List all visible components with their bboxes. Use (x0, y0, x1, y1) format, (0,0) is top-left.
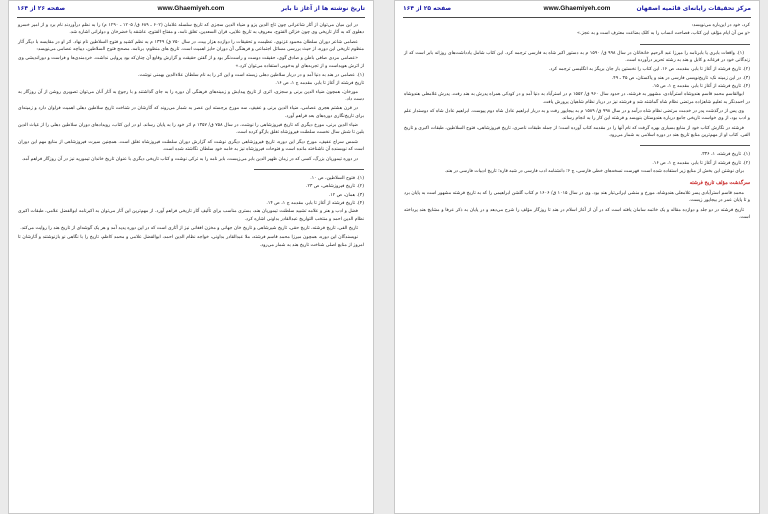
section-subtitle: سرگذشت مؤلف تاریخ فرشته (689, 179, 750, 186)
note-line: (۱). عصامی در هند به دنیا آمد و در دربار سلاطین دهلی زیسته است و این اثر را به نام سلطان علاءالدین بهمنی نوشت. (138, 73, 364, 79)
page-header (403, 1, 751, 18)
header-title: مرکز تحقیقات رایانه‌ای قائمیه اصفهان (636, 5, 751, 12)
footnote: (۲). تاریخ فرشته از آغاز تا بابر، مقدمه، ص ۱۶. این کتاب را نخستین بار جان بریگز به انگلیسی ترجمه کرد. (548, 67, 750, 73)
body-paragraph: ابوالقاسم محمد قاسم هندوشاه استرآبادی، مشهور به فرشته، در حدود سال ۹۶۰ ق/ ۱۵۵۲ م در استرآباد به دنیا آمد و در کودکی همراه پدرش به هند رفت. پدرش غلامعلی هندوشاه در احمدنگر به تعلیم شاهزاده مرتضی نظام شاه گماشته شد و فرشته نیز در دربار نظام شاهیان پرورش یافت. (404, 92, 750, 105)
body-paragraph: مورخان، همچون ضیاء الدین برنی و سجزی، اثری از تاریخ پیدایش و زمینه‌های فرهنگی آن دوره را به جای گذاشتند و با رجوع به آثار آنان می‌توان تصویری روشن از آن روزگار به دست داد. (18, 89, 364, 103)
page-body (18, 22, 364, 249)
page-header (17, 1, 365, 18)
footnote-paragraph: (۱). واقعات بابری یا بابرنامه را میرزا عبد الرحیم خانخانان در سال ۹۹۸ ق/ ۱۵۹۰ م به دستور اکبر شاه به فارسی ترجمه کرد. این کتاب شامل یادداشت‌های روزانه بابر است که از زندگانی خود در فرغانه و کابل و هند به رشته تحریر درآورده است. (404, 50, 750, 64)
footnote: (۴). تاریخ فرشته از آغاز تا بابر، مقدمه ج ۱، ص ۱۴. (266, 200, 364, 206)
document-page-right (394, 0, 760, 514)
body-paragraph: محمد قاسم استرآبادی پسر غلامعلی هندوشاه، مورخ و منشی ایرانی‌تبار هند بود. وی در سال ۱۰۱۵ ق/ ۱۶۰۶ م کتاب گلشن ابراهیمی را که به تاریخ فرشته مشهور است به پایان برد و تا پایان عمر در بیجاپور زیست. (404, 190, 750, 204)
footnote-divider (640, 44, 750, 45)
header-website[interactable]: www.Ghaemiyeh.com (157, 5, 225, 12)
body-paragraph: در قرن هشتم هجری عصامی، ضیاء الدین برنی و عفیف، سه مورخ برجسته این عصر به شمار می‌روند که آثارشان در شناخت تاریخ سلاطین دهلی اهمیت فراوان دارد و زمینه‌ای برای تاریخ‌نگاری دوره‌های بعد فراهم آورد. (18, 106, 364, 119)
footnote: (۳). در این زمینه نک: تاریخ‌نویسی فارسی در هند و پاکستان، ص ۳۵ ـ ۴۹. (611, 75, 750, 81)
header-website[interactable]: www.Ghaemiyeh.com (543, 5, 611, 12)
body-paragraph: فضل و ادب و هنر و علامه تشبید سلطنت تیموریان هند، بستری مناسب برای تألیف آثار تاریخی فراهم آورد. از مهم‌ترین این آثار می‌توان به اکبرنامه ابوالفضل علامی، طبقات اکبری نظام الدین احمد و منتخب التواریخ عبدالقادر بداونی اشاره کرد. (18, 209, 364, 222)
footnote: (۳). همان، ص ۱۲. (328, 192, 364, 198)
body-paragraph: عصامی شاعر دوران سلطان محمود غزنوی، عظیمت و تحقیقات را دوازده هزار بیت، در سال ۷۵۰ ق/ ۱۳۴۹ م به نظم کشید و فتوح السلاطین نام نهاد. اثر او در مقایسه با دیگر آثار منظوم تاریخی این دوره، از حیث بررسی مسائل اجتماعی و فرهنگی آن دوران حایز اهمیت است. تاریخ های منظوم: برنامه، مصحح فتوح السلاطین، دیباچه عصامی می‌نویسد: (18, 39, 364, 53)
body-paragraph: ضیاء الدین برنی، مورخ دیگری که تاریخ فیروزشاهی را نوشت، در سال ۷۵۸ ق/ ۱۳۵۷ م اثر خود را به پایان رساند. او در این کتاب، رویدادهای دوران سلاطین دهلی را از غیاث الدین بلبن تا شش سال نخست سلطنت فیروزشاه تغلق بازگو کرده است. (18, 123, 364, 136)
body-paragraph: نویسندگان این دوره، همچون میرزا محمد قاسم فرشته، ملا عبدالقادر بداونی، خواجه نظام الدین احمد، ابوالفضل علامی و محمد کاظم، تاریخ را با نگاهی نو بازنوشتند و آثارشان تا امروز از منابع اصلی شناخت تاریخ هند به شمار می‌رود. (18, 235, 364, 248)
page-body (404, 22, 750, 221)
page-number: صفحه ۲۶ از ۱۶۴ (17, 5, 66, 12)
note-line: «و من آن ایام مؤلف این کتاب، فصاحت انساب را به کلک بضاعت معترف است و به عجز.» (577, 31, 750, 37)
footnote: (۲). تاریخ فرشته از آغاز تا بابر، مقدمه ج ۱، ص ۱۶. (652, 160, 750, 166)
note-line: تاریخ فرشته از آغاز تا بابر، مقدمه ج ۱، ص ۱۶. (275, 81, 364, 87)
body-paragraph: تاریخ فرشته در دو جلد و دوازده مقاله و یک خاتمه سامان یافته است که در آن از آغاز اسلام در هند تا روزگار مؤلف را شرح می‌دهد و در پایان به ذکر عرفا و مشایخ هند پرداخته است. (404, 207, 750, 220)
footnote: (۴). تاریخ فرشته از آغاز تا بابر، مقدمه ج ۱، ص ۱۵. (652, 84, 750, 90)
body-paragraph: وی پس از درگذشت پدر در خدمت مرتضی نظام شاه درآمد و در سال ۹۹۸ ق/ ۱۵۸۹ م به بیجاپور رفت و به دربار ابراهیم عادل شاه دوم پیوست. ابراهیم عادل شاه که دوستدار علم و ادب بود، از وی خواست تاریخی جامع درباره هندوستان بنویسد و فرشته این کار را به انجام رساند. (404, 109, 750, 122)
footnote: (۱). تاریخ فرشته، ۱، ۳۳۶. (700, 152, 750, 158)
body-paragraph: برای نوشتن این بخش از منابع زیر استفاده شده است: فهرست نسخه‌های خطی فارسی، ج ۶؛ دانشنامه ادب فارسی در شبه قاره؛ تاریخ ادبیات فارسی در هند. (444, 169, 744, 175)
header-title: تاریخ نوشته ها از آغاز تا بابر (281, 5, 365, 12)
body-paragraph: «عصامی مردی صافی باطن و صادق گوی، حقیقت دوست و راست‌نگر بود و از گفتن حقیقت و گزارش وقایع آن چنان‌که بود پروایی نداشت. خردمندی‌ها و فراست و دوراندیشی وی از اثرش هویداست و از تجربه‌های او به‌خوبی استفاده می‌توان کرد.» (18, 56, 364, 69)
note-line: کرد، خود در این‌باره می‌نویسد: (691, 23, 750, 28)
body-paragraph: شمس سراج عفیف، مورخ دیگر این دوره، تاریخ فیروزشاهی دیگری نوشت که گزارش دوران سلطنت فیروزشاه تغلق است. همچنین سیرت فیروزشاهی از منابع مهم این دوران است که نویسنده آن ناشناخته مانده است و فتوحات فیروزشاه نیز به خامه خود سلطان نگاشته شده است. (18, 139, 364, 153)
footnote: (۲). تاریخ فیروزشاهی، ص ۲۳. (306, 184, 364, 190)
footnote-divider (254, 169, 364, 170)
body-paragraph: در دوره تیموریان بزرگ، کسی که در زمان ظهیر الدین بابر می‌زیست، بابر نامه را به ترکی نوشت و کتاب تاریخی دیگری با عنوان تاریخ خاندان تیموریه نیز در آن روزگار فراهم آمد. (21, 156, 358, 162)
page-number: صفحه ۲۵ از ۱۶۴ (403, 5, 452, 12)
footnote: (۱). فتوح السلاطین، ص ۱۰. (310, 175, 364, 181)
body-paragraph: فرشته در نگارش کتاب خود از منابع بسیاری بهره گرفت که نام آنها را در مقدمه کتاب آورده است؛ از جمله طبقات ناصری، تاریخ فیروزشاهی، فتوح السلاطین، طبقات اکبری و تاریخ الفی. کتاب او از مهم‌ترین منابع تاریخ هند در دوره اسلامی به شمار می‌رود. (404, 125, 750, 139)
body-paragraph: در این میان می‌توان از آثار شاعرانی چون تاج الدین پزو و ضیاء الدین سجزی که تاریخ سلسله غلامان (۶۰۲ ـ ۶۸۹ ق/ ۱۲۰۵ ـ ۱۲۹۰ م) را به نظم درآوردند نام برد و از امیر خسرو دهلوی که به آثار تاریخی وی چون خزائن الفتوح، معروف به تاریخ علایی، قران السعدین، تغلق نامه، و مفتاح الفتوح، عاشقه یا خضرخان و دولرانی اشاره شد. (18, 23, 364, 36)
body-paragraph: تاریخ الفی، تاریخ فرشته، تاریخ حقی، تاریخ شیرشاهی و تاریخ خان جهانی و مخزن افغانی نیز از آثاری است که در این دوره پدید آمد و هر یک گوشه‌ای از تاریخ هند را روایت می‌کند. (20, 225, 358, 231)
footnote-divider (640, 145, 750, 146)
document-page-left (8, 0, 374, 514)
